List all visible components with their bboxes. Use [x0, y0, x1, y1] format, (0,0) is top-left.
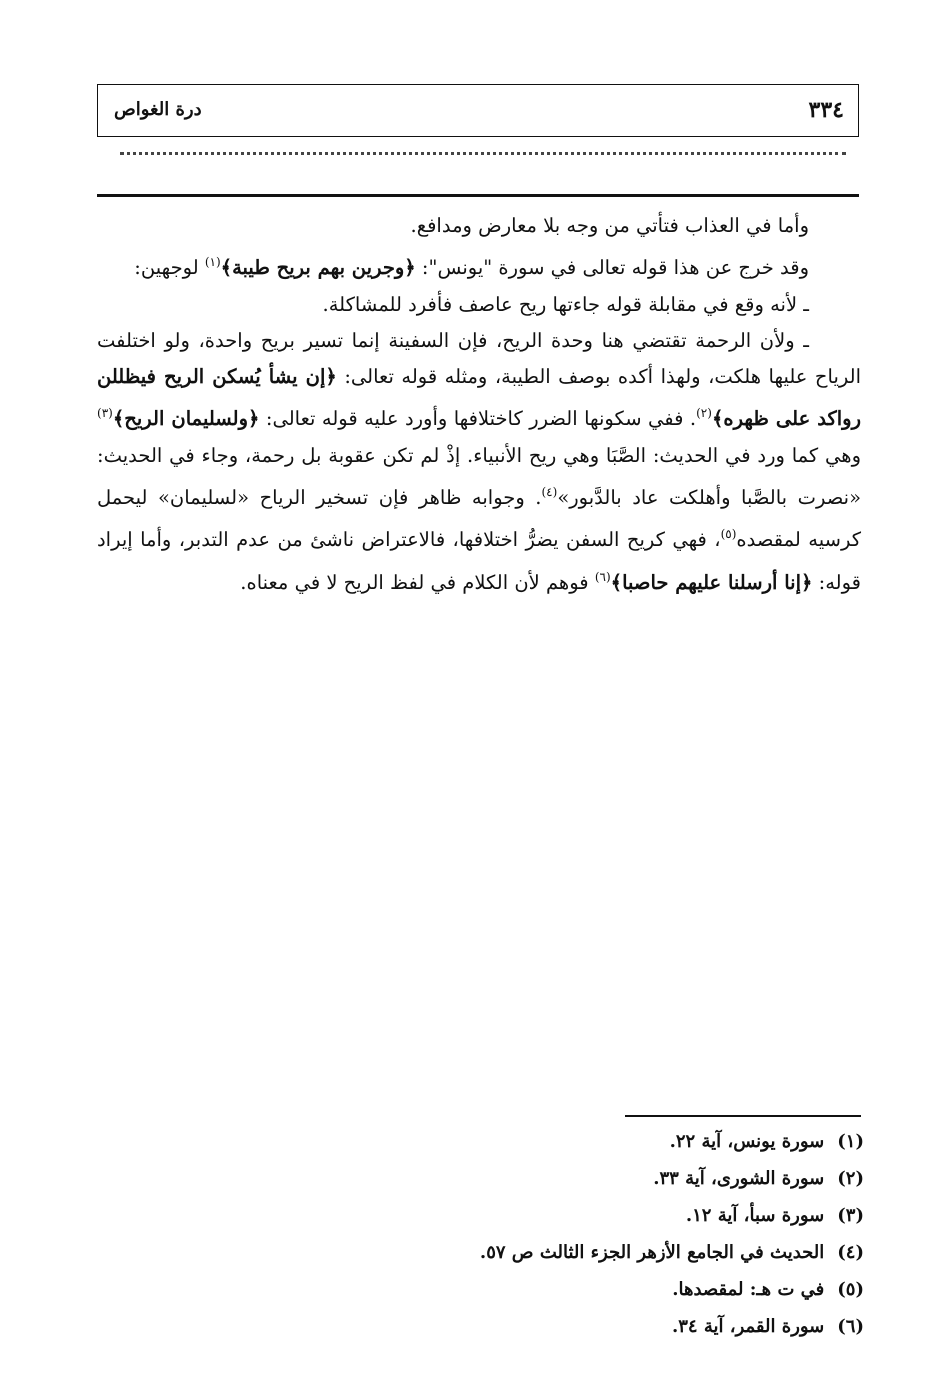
paragraph-2 [97, 244, 861, 286]
paragraph-2-text: وقد خرج عن هذا قوله تعالى في سورة "يونس": [415, 256, 809, 280]
footnote-item [264, 1197, 864, 1234]
footnote-number: (٥) [837, 1279, 864, 1300]
footnote-ref-4[interactable]: (٤) [541, 485, 558, 500]
quran-verse-2: ﴿إن يشأ يُسكن الريح فيظللن رواكد على ظهره﴾ [97, 365, 861, 431]
main-text [97, 208, 861, 601]
footnote-number: (١) [837, 1131, 864, 1152]
footnote-text: سورة سبأ، آية ١٢. [685, 1205, 825, 1226]
footnote-number: (٦) [837, 1316, 864, 1337]
footnote-ref-6[interactable]: (٦) [594, 569, 611, 584]
paragraph-4-a: ـ ولأن الرحمة تقتضي هنا وحدة الريح، فإن السفينة إنما تسير بريح واحدة، ولو اختلفت الرياح عليها هلكت، ولهذا أكده بوصف الطيبة، ومثله قوله تعالى: [97, 328, 862, 389]
footnote-item [264, 1234, 864, 1271]
paragraph-4-e: ، فهي كريح السفن يضرُّ اختلافها، فالاعتراض ناشئ من عدم التدبر، وأما إيراد قوله: [97, 528, 861, 594]
paragraph-4-f: فوهم لأن الكلام في لفظ الريح لا في معناه. [240, 570, 595, 594]
footnote-text: سورة القمر، آية ٣٤. [671, 1316, 825, 1337]
running-header [97, 84, 859, 137]
footnote-text: الحديث في الجامع الأزهر الجزء الثالث ص ٥٧. [479, 1242, 825, 1263]
footnote-ref-2[interactable]: (٢) [696, 406, 712, 421]
footnote-item [264, 1123, 864, 1160]
paragraph-4-d: . وجوابه ظاهر فإن تسخير الرياح «لسليمان» ليحمل كرسيه لمقصده [97, 486, 861, 552]
dotted-divider [120, 152, 846, 155]
paragraph-4-b: . ففي سكونها الضرر كاختلافها وأورد عليه قوله تعالى: [259, 407, 697, 431]
footnote-number: (٤) [837, 1242, 864, 1263]
footnote-number: (٢) [837, 1168, 864, 1189]
paragraph-2-end: لوجهين: [134, 256, 205, 280]
footnote-number: (٣) [837, 1205, 864, 1226]
page-number: ٣٣٤ [808, 97, 844, 123]
quran-verse-4: ﴿إنا أرسلنا عليهم حاصبا﴾ [610, 570, 813, 594]
quran-verse-1: ﴿وجرين بهم بريح طيبة﴾ [220, 256, 416, 280]
footnotes-list [264, 1123, 864, 1345]
footnote-ref-3[interactable]: (٣) [97, 406, 113, 421]
footnote-ref-1[interactable]: (١) [204, 255, 221, 270]
footnote-text: سورة يونس، آية ٢٢. [669, 1131, 825, 1152]
footnote-item [264, 1160, 864, 1197]
footnote-text: في ت هـ: لمقصدها. [672, 1279, 825, 1300]
footnote-ref-5[interactable]: (٥) [720, 527, 737, 542]
footnote-item [264, 1271, 864, 1308]
running-title: درة الغواص [114, 99, 202, 120]
paragraph-3: ـ لأنه وقع في مقابلة قوله جاءتها ريح عاصف فأفرد للمشاكلة. [322, 292, 809, 316]
footnote-text: سورة الشورى، آية ٣٣. [653, 1168, 825, 1189]
paragraph-1: وأما في العذاب فتأتي من وجه بلا معارض ومدافع. [410, 214, 809, 237]
paragraph-4-c: وهي كما ورد في الحديث: الصَّبَا وهي ريح الأنبياء. إذْ لم تكن عقوبة بل رحمة، وجاء في الحديث: «نصرت بالصَّبا وأهلكت عاد بالدَّبور» [97, 443, 861, 510]
header-rule [97, 194, 859, 197]
footnote-divider [625, 1115, 861, 1117]
quran-verse-3: ﴿ولسليمان الريح﴾ [112, 407, 260, 431]
paragraph-4 [97, 323, 861, 601]
footnote-item [264, 1308, 864, 1345]
